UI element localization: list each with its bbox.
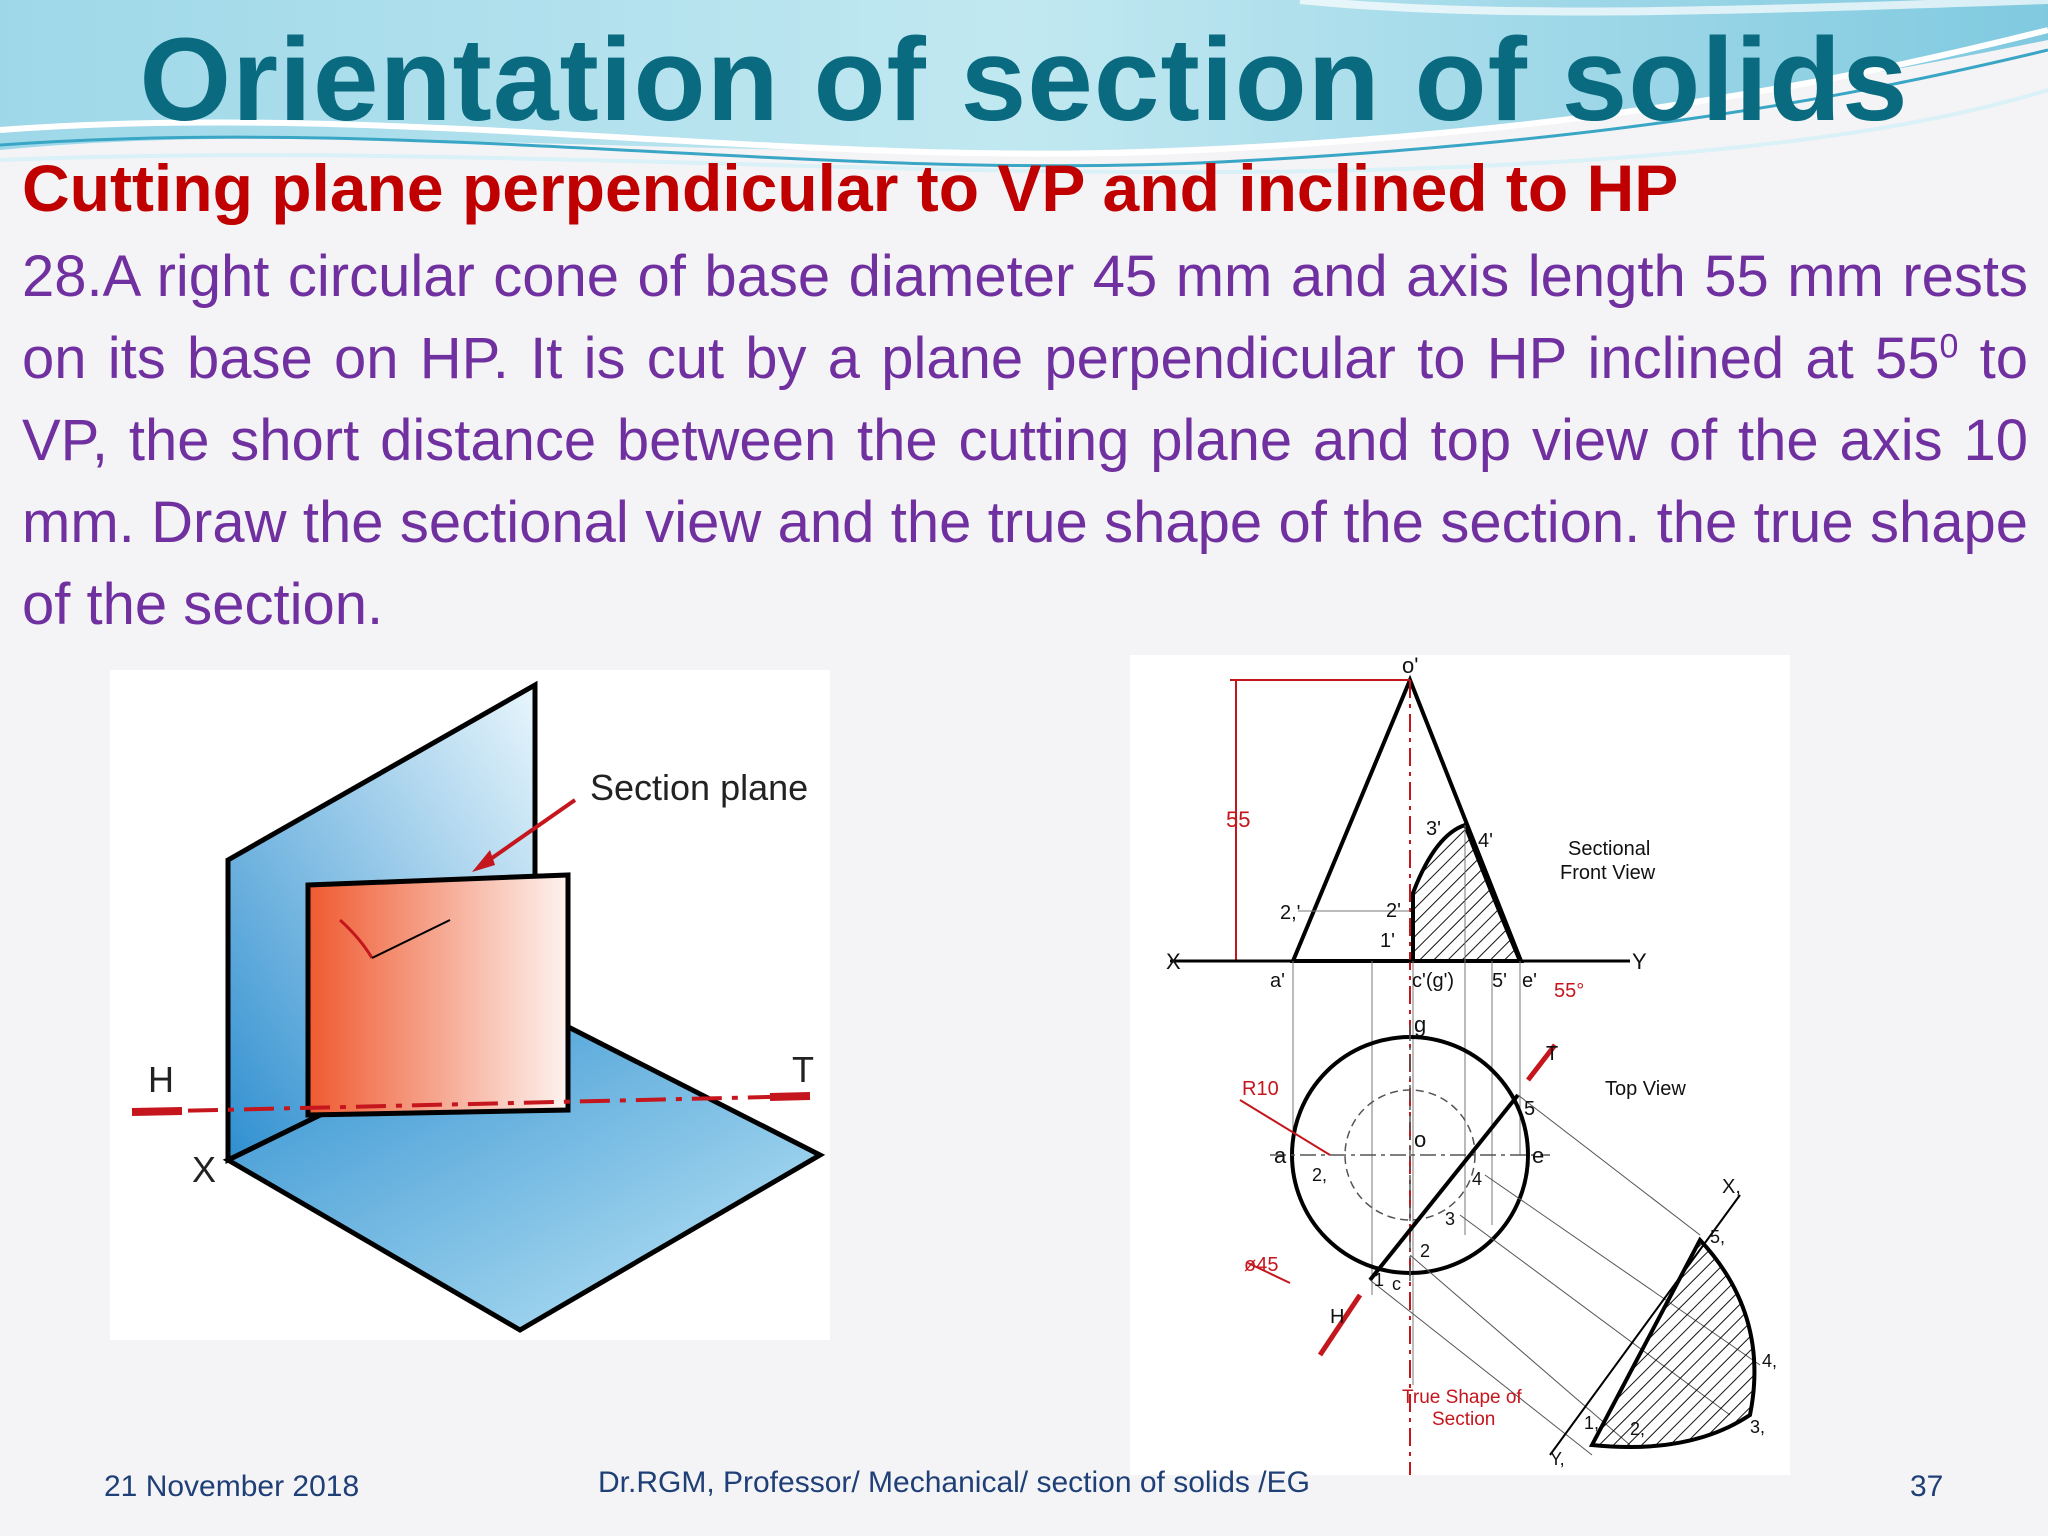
slide-title: Orientation of section of solids [139,14,1909,146]
label-e: e [1532,1143,1545,1168]
label-dia-45: ø45 [1244,1254,1279,1276]
label-a-prime: a' [1270,970,1285,992]
degree-superscript: 0 [1939,327,1959,366]
label-1: 1 [1374,1270,1385,1290]
label-3p: 3' [1426,818,1441,840]
label-sectional-front-1: Sectional [1568,838,1651,860]
footer-date: 21 November 2018 [104,1470,360,1503]
label-3-1: 3, [1750,1417,1766,1437]
x-label: X [192,1149,217,1190]
t-label: T [792,1049,814,1090]
label-4: 4 [1472,1169,1483,1189]
label-c: c [1392,1274,1401,1294]
label-1-1: 1, [1584,1413,1600,1433]
label-4p: 4' [1478,830,1493,852]
label-y1: Y, [1550,1449,1565,1469]
label-4-1: 4, [1762,1351,1778,1371]
label-a: a [1274,1143,1287,1168]
problem-statement [22,236,2028,646]
footer-page-number: 37 [1910,1470,1944,1503]
label-e-prime: e' [1522,970,1537,992]
label-true-shape-1: True Shape of [1402,1387,1522,1408]
section-plane-label: Section plane [590,767,809,808]
label-1p: 1' [1380,930,1395,952]
label-2-1: 2, [1312,1165,1328,1185]
label-cg-prime: c'(g') [1412,970,1455,992]
footer-author: Dr.RGM, Professor/ Mechanical/ section of solids /EG [598,1466,1310,1499]
h-label: H [148,1059,174,1100]
label-true-shape-2: Section [1432,1409,1496,1430]
label-top-view: Top View [1605,1078,1686,1100]
label-2-1-true: 2, [1630,1419,1646,1439]
pictorial-section-plane-figure [110,670,830,1340]
label-r10: R10 [1242,1078,1279,1100]
label-x1: X, [1722,1176,1741,1198]
label-3: 3 [1445,1209,1456,1229]
label-2: 2 [1420,1241,1431,1261]
label-5-1: 5, [1710,1227,1726,1247]
label-o-prime: o' [1402,655,1419,678]
problem-text-part1: 28.A right circular cone of base diameter 45 mm and axis length 55 mm rests on its base on HP. It is cut by a plane perpendicular to HP inclined at 55 [22,244,2028,391]
label-angle-55: 55° [1554,980,1585,1002]
label-h: H [1330,1306,1345,1328]
label-5: 5 [1524,1098,1536,1120]
label-5p: 5' [1492,970,1507,992]
problem-text-part2: to VP, the short distance between the cutting plane and top view of the axis 10 mm. Draw the sectional view and the true shape of the section. the true shape of the section. [22,326,2028,637]
label-dim-55: 55 [1226,807,1251,832]
cutting-plane [308,875,568,1115]
label-y: Y [1632,949,1647,974]
orthographic-section-drawing [1130,655,1790,1475]
label-t: T [1546,1043,1559,1065]
label-2p: 2' [1386,900,1401,922]
slide-subtitle: Cutting plane perpendicular to VP and inclined to HP [22,151,1679,225]
label-2-1p: 2,' [1280,902,1301,924]
label-sectional-front-2: Front View [1560,862,1656,884]
label-g: g [1414,1012,1427,1037]
label-x: X [1166,949,1181,974]
label-o: o [1414,1127,1427,1152]
